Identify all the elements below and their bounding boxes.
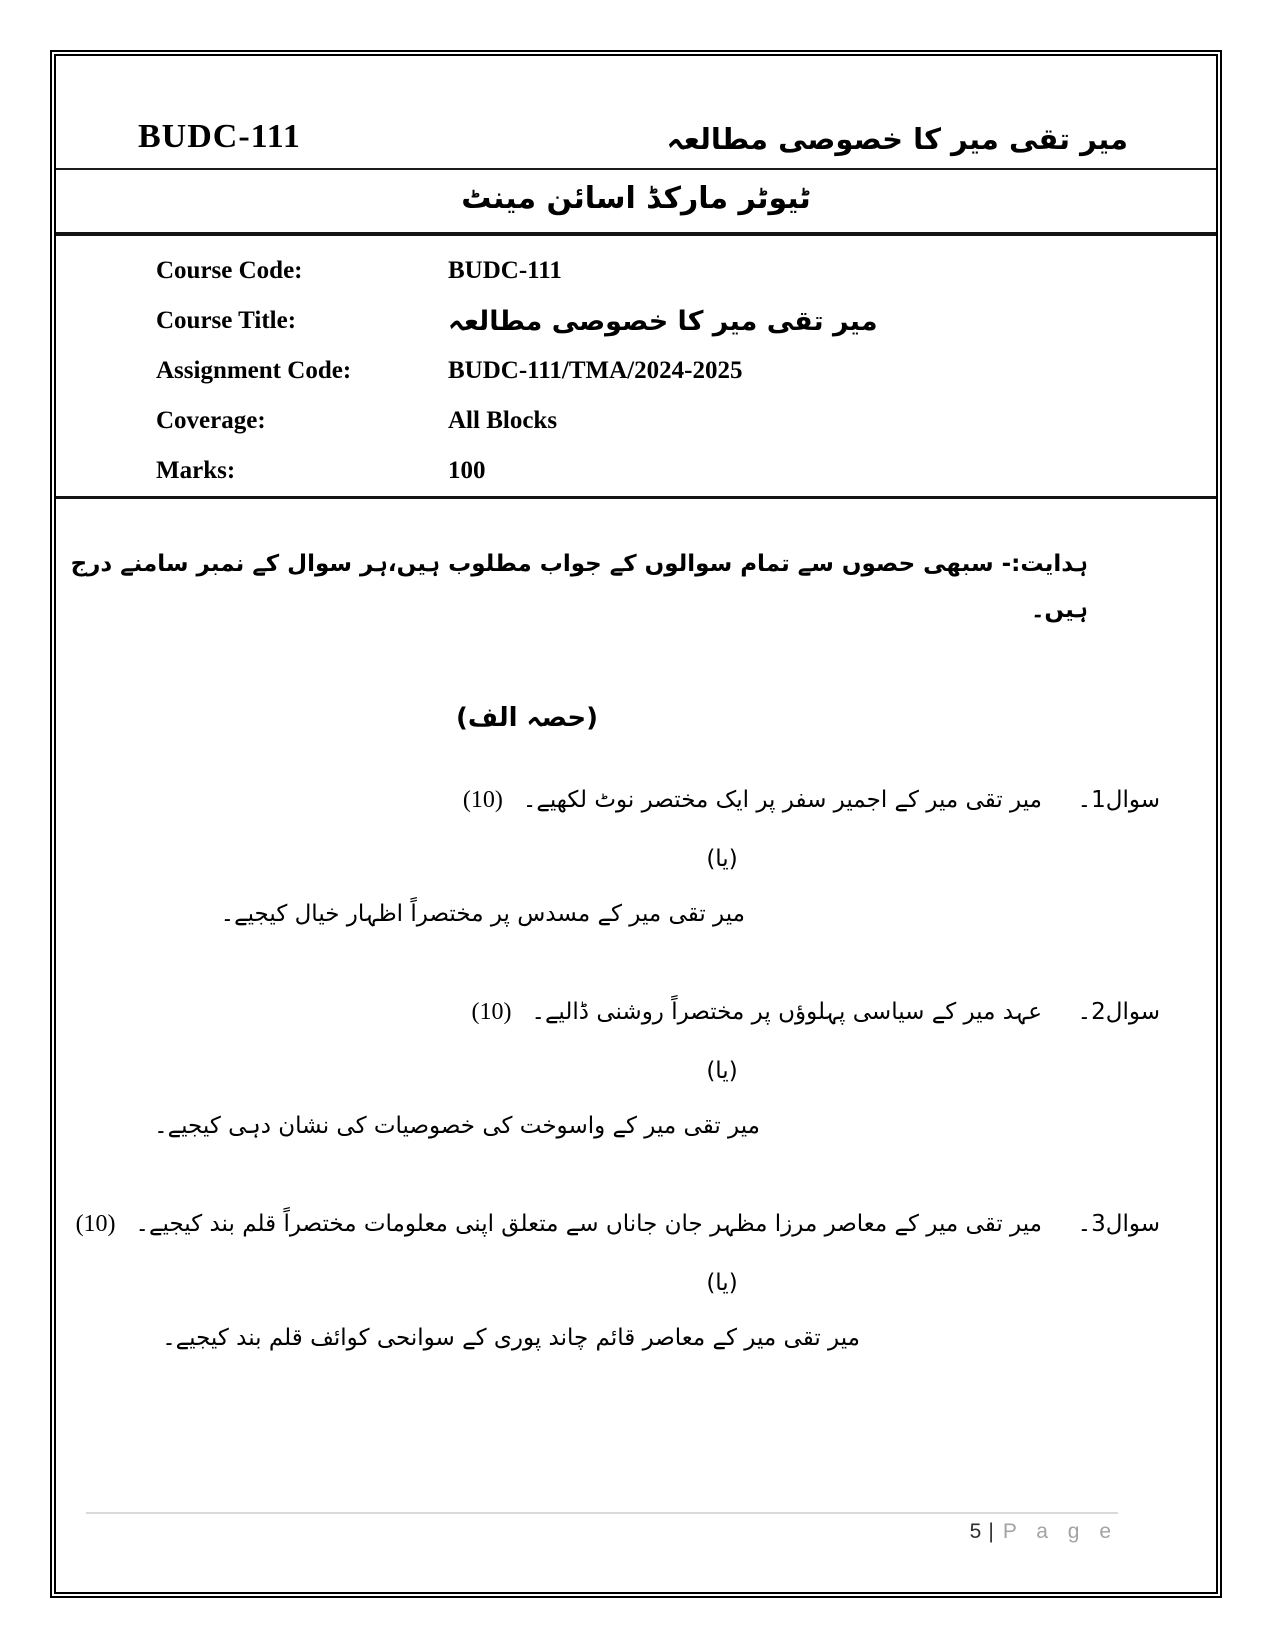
question-1-block xyxy=(56,777,1216,937)
question-2-or-label: (یا) xyxy=(706,1058,738,1084)
marks-row xyxy=(156,446,1216,496)
question-2-line xyxy=(56,989,1216,1035)
question-2-alternative: میر تقی میر کے واسوخت کی خصوصیات کی نشان دہی کیجیے۔ xyxy=(154,1113,760,1139)
marks-value: 100 xyxy=(448,457,486,484)
section-heading-part-a: (حصہ الف) xyxy=(455,703,599,733)
question-1-line xyxy=(56,777,1216,823)
course-title-label: Course Title: xyxy=(156,307,297,334)
footer-page-number: 5 xyxy=(969,1520,982,1543)
course-title-value: میر تقی میر کا خصوصی مطالعہ xyxy=(448,305,878,337)
coverage-value: All Blocks xyxy=(448,407,558,434)
footer-separator: | xyxy=(988,1520,994,1543)
question-2-text: عہد میر کے سیاسی پہلوؤں پر مختصراً روشنی ڈالیے۔ xyxy=(531,999,1042,1025)
question-1-or-label: (یا) xyxy=(706,846,738,872)
coverage-row xyxy=(156,396,1216,446)
header-course-code: BUDC-111 xyxy=(138,118,301,155)
question-3-text: میر تقی میر کے معاصر مرزا مظہر جان جاناں سے متعلق اپنی معلومات مختصراً قلم بند کیجیے۔ xyxy=(135,1211,1042,1237)
assignment-heading: ٹیوٹر مارکڈ اسائن مینٹ xyxy=(56,170,1216,236)
question-2-marks: (10) xyxy=(471,999,512,1025)
assignment-code-value: BUDC-111/TMA/2024-2025 xyxy=(448,357,743,384)
question-1-label: سوال1۔ xyxy=(1077,787,1160,813)
instructions-text: ہدایت:- سبھی حصوں سے تمام سوالوں کے جواب مطلوب ہیں،ہر سوال کے نمبر سامنے درج ہیں۔ xyxy=(70,551,1088,623)
question-2-block xyxy=(56,989,1216,1149)
course-code-label: Course Code: xyxy=(156,257,303,284)
question-3-line xyxy=(56,1201,1216,1247)
course-code-row xyxy=(156,246,1216,296)
page-footer xyxy=(86,1512,1118,1544)
question-1-alternative: میر تقی میر کے مسدس پر مختصراً اظہار خیال کیجیے۔ xyxy=(220,901,745,927)
question-2-label: سوال2۔ xyxy=(1077,999,1160,1025)
page-border-frame xyxy=(50,50,1222,1598)
course-code-value: BUDC-111 xyxy=(448,257,562,284)
assignment-code-label: Assignment Code: xyxy=(156,357,352,384)
header-title-urdu: میر تقی میر کا خصوصی مطالعہ xyxy=(666,122,1128,156)
course-info-table xyxy=(56,236,1216,499)
question-1-text: میر تقی میر کے اجمیر سفر پر ایک مختصر نوٹ لکھیے۔ xyxy=(522,787,1042,813)
question-3-block xyxy=(56,1201,1216,1361)
document-header xyxy=(56,56,1216,170)
assignment-code-row xyxy=(156,346,1216,396)
page-border-frame-inner xyxy=(54,54,1218,1594)
marks-label: Marks: xyxy=(156,457,236,484)
course-title-row xyxy=(156,296,1216,346)
question-3-alternative: میر تقی میر کے معاصر قائم چاند پوری کے سوانحی کوائف قلم بند کیجیے۔ xyxy=(162,1325,860,1351)
question-3-marks: (10) xyxy=(75,1211,116,1237)
question-3-label: سوال3۔ xyxy=(1077,1211,1160,1237)
question-1-marks: (10) xyxy=(462,787,503,813)
footer-page-word: P a g e xyxy=(1002,1520,1118,1543)
coverage-label: Coverage: xyxy=(156,407,266,434)
question-3-or-label: (یا) xyxy=(706,1270,738,1296)
